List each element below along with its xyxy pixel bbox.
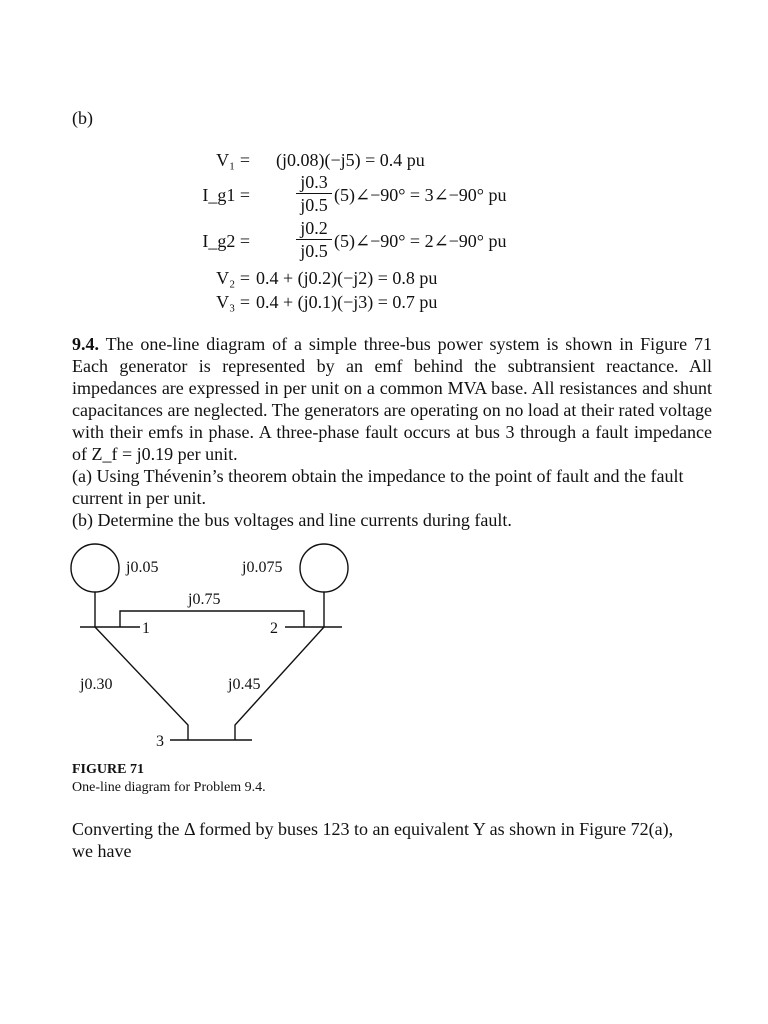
problem-part-a: (a) Using Thévenin’s theorem obtain the impedance to the point of fault and the fault current in per unit. <box>72 466 684 508</box>
part-b-label: (b) <box>72 108 93 128</box>
problem-number: 9.4. <box>72 334 99 354</box>
bus-3-label: 3 <box>156 733 164 750</box>
equation-ig1-fraction <box>296 172 332 215</box>
gen-2-reactance-label: j0.075 <box>242 559 283 576</box>
generator-2-symbol <box>300 544 348 592</box>
equation-v1-lhs: V₁ = <box>216 150 250 170</box>
fraction-bar <box>296 239 332 240</box>
problem-text: The one-line diagram of a simple three-bus power system is shown in Figure 71 Each generator is represented by an emf behind the subtransient reactance. All impedances are expressed in per unit on a common MVA base. All resistances and shunt capacitances are neglected. The generators are operating on no load at their rated voltage with their emfs in phase. A three-phase fault occurs at bus 3 through a fault impedance of Z_f = j0.19 per unit. <box>72 334 712 464</box>
equation-ig2-rhs: (5)∠−90° = 2∠−90° pu <box>334 231 507 251</box>
conclusion-line-2: we have <box>72 841 132 861</box>
bus-2-label: 2 <box>270 620 278 637</box>
problem-part-b: (b) Determine the bus voltages and line currents during fault. <box>72 510 512 530</box>
equation-v3-rhs: 0.4 + (j0.1)(−j3) = 0.7 pu <box>256 292 438 312</box>
line-1-2-label: j0.75 <box>188 591 221 608</box>
figure-caption: One-line diagram for Problem 9.4. <box>72 780 266 795</box>
conclusion-line-1: Converting the Δ formed by buses 123 to an equivalent Y as shown in Figure 72(a), <box>72 819 674 839</box>
equation-v2-rhs: 0.4 + (j0.2)(−j2) = 0.8 pu <box>256 268 438 288</box>
equation-v1-rhs: (j0.08)(−j5) = 0.4 pu <box>276 150 425 170</box>
equation-ig2-lhs: I_g2 = <box>202 231 250 251</box>
equation-ig2-numerator: j0.2 <box>300 218 328 238</box>
one-line-diagram <box>60 535 360 755</box>
equation-ig2-fraction <box>296 218 332 261</box>
line-1-3-label: j0.30 <box>80 676 113 693</box>
problem-statement <box>72 333 712 531</box>
equation-v3-lhs: V₃ = <box>216 292 250 312</box>
gen-1-reactance-label: j0.05 <box>126 559 159 576</box>
equation-ig1-lhs: I_g1 = <box>202 185 250 205</box>
figure-title: FIGURE 71 <box>72 762 144 777</box>
generator-1-symbol <box>71 544 119 592</box>
equation-ig1-rhs: (5)∠−90° = 3∠−90° pu <box>334 185 507 205</box>
line-2-3-label: j0.45 <box>228 676 261 693</box>
equation-ig2-denominator: j0.5 <box>300 241 328 261</box>
equation-v2-lhs: V₂ = <box>216 268 250 288</box>
problem-body <box>72 333 712 465</box>
equation-ig1-denominator: j0.5 <box>300 195 328 215</box>
fraction-bar <box>296 193 332 194</box>
equation-ig1-numerator: j0.3 <box>300 172 328 192</box>
conclusion-paragraph <box>72 818 712 862</box>
bus-1-label: 1 <box>142 620 150 637</box>
